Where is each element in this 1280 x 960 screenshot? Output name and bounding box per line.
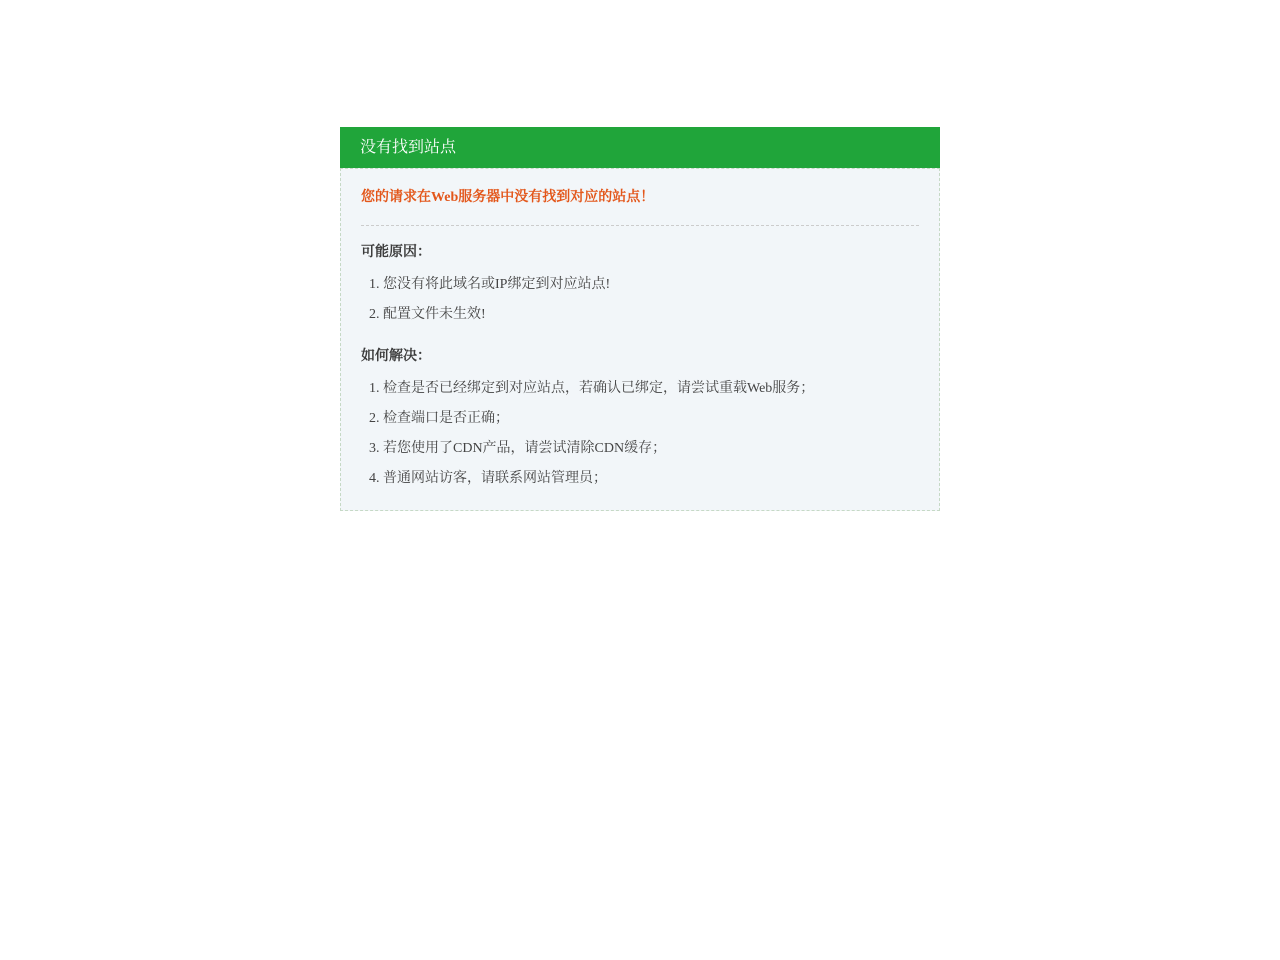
error-title-bar: 没有找到站点 [340, 127, 940, 168]
error-panel-body [340, 168, 940, 511]
cause-item: 2. 配置文件未生效! [383, 300, 919, 330]
error-panel [340, 127, 940, 511]
dashed-divider [361, 225, 919, 226]
fix-item: 4. 普通网站访客，请联系网站管理员； [383, 464, 919, 494]
possible-causes-heading: 可能原因： [361, 245, 431, 260]
error-alert-message: 您的请求在Web服务器中没有找到对应的站点！ [361, 190, 655, 205]
how-to-fix-list [361, 374, 919, 494]
possible-causes-list [361, 270, 919, 330]
fix-item: 2. 检查端口是否正确； [383, 404, 919, 434]
how-to-fix-heading: 如何解决： [361, 349, 431, 364]
fix-item: 1. 检查是否已经绑定到对应站点，若确认已绑定，请尝试重载Web服务； [383, 374, 919, 404]
fix-item: 3. 若您使用了CDN产品，请尝试清除CDN缓存； [383, 434, 919, 464]
cause-item: 1. 您没有将此域名或IP绑定到对应站点! [383, 270, 919, 300]
